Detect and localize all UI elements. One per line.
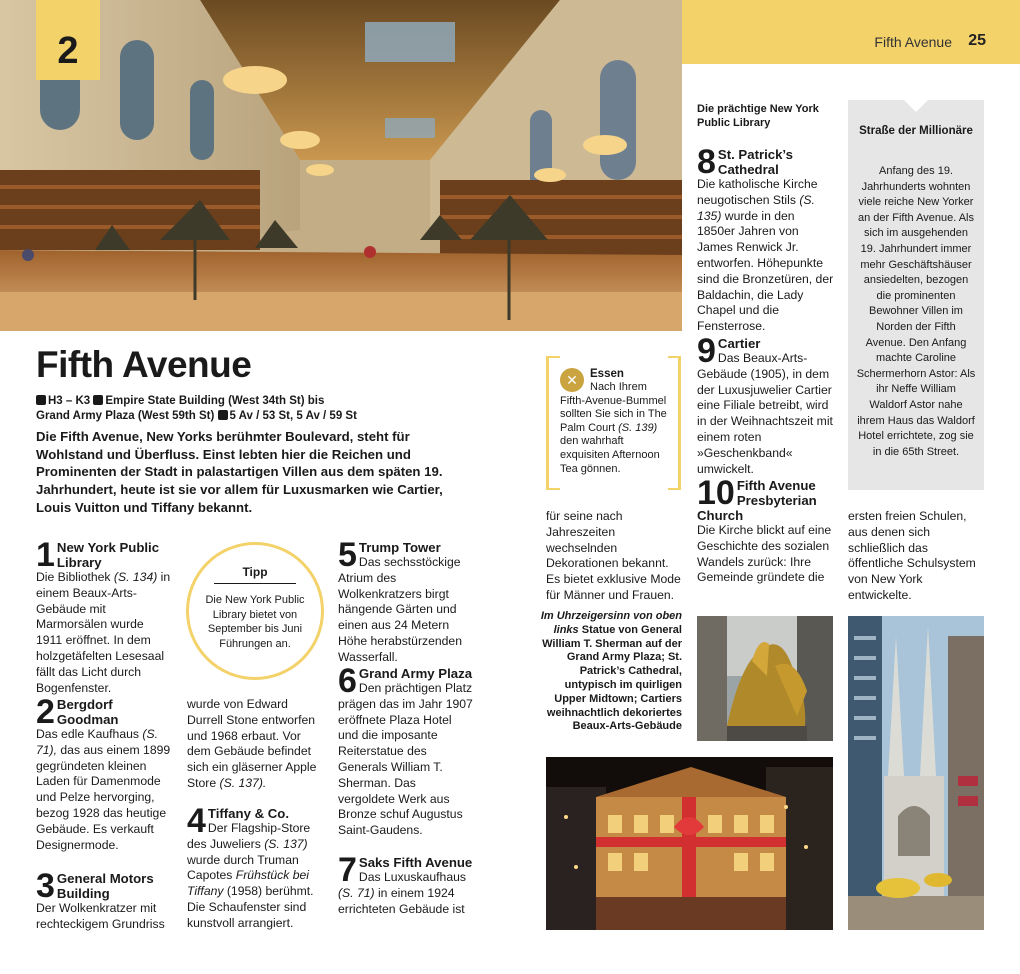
entry-heading: Fifth Avenue Presbyterian Church bbox=[697, 478, 817, 523]
fork-knife-icon: ✕ bbox=[560, 368, 584, 392]
entry-heading: Trump Tower bbox=[358, 540, 441, 555]
tipp-text: Die New York Public Library bietet von September bis Juni Führungen an. bbox=[205, 594, 305, 650]
entry-heading: New York Public Library bbox=[56, 540, 160, 570]
entry-number: 9 bbox=[697, 332, 716, 370]
entry-3 bbox=[36, 867, 171, 933]
entry-text: das aus einem 1899 gegründeten kleinen Laden für Damenmode und Pelze hervorging, bezog 1928 das heutige Gebäude. Es verkauft Designermode. bbox=[36, 742, 171, 852]
subway-icon bbox=[218, 410, 228, 420]
entry-text: wurde durch Truman Capotes bbox=[187, 852, 299, 883]
page-title: Fifth Avenue bbox=[36, 344, 252, 385]
entry-heading: St. Patrick’s Cathedral bbox=[717, 147, 793, 177]
photo-sherman-statue bbox=[697, 616, 833, 741]
entry-text: Die Bibliothek bbox=[36, 570, 111, 584]
essen-text bbox=[560, 381, 674, 476]
tipp-divider bbox=[214, 583, 296, 584]
page-ref: (S. 135) bbox=[697, 192, 815, 223]
info-line-location bbox=[36, 395, 324, 407]
chapter-tab bbox=[36, 0, 100, 80]
entry-text: für seine nach Jahreszeiten wechselnden Dekorationen bekannt. Es bietet exklusive Mode für Männer und Frauen. bbox=[546, 509, 681, 602]
address-to: Grand Army Plaza (West 59th St) bbox=[36, 410, 215, 422]
entry-number: 6 bbox=[338, 662, 357, 700]
entry-9 bbox=[697, 332, 835, 477]
photo-cartier-building bbox=[546, 757, 833, 930]
entry-number: 8 bbox=[697, 143, 716, 181]
entry-number: 5 bbox=[338, 536, 357, 574]
entry-text: in einem Beaux-Arts-Gebäude mit Marmorsälen wurde 1911 eröffnet. In dem holzgetäfelten Lesesaal fällt das Licht durch Bogenfenster. bbox=[36, 570, 171, 695]
entry-heading: Saks Fifth Avenue bbox=[358, 855, 473, 870]
page-number: 25 bbox=[968, 32, 986, 49]
essen-frame bbox=[668, 488, 680, 490]
photo-caption bbox=[540, 610, 682, 734]
subway-stations: 5 Av / 53 St, 5 Av / 59 St bbox=[229, 410, 357, 422]
essen-frame bbox=[678, 356, 681, 490]
entry-text: Die katholische Kirche neugotischen Stils bbox=[697, 177, 818, 207]
entry-number: 2 bbox=[36, 693, 55, 731]
entry-number: 4 bbox=[187, 802, 206, 840]
entry-text: Den prächtigen Platz prägen das im Jahr 1907 eröffnete Plaza Hotel und die imposante Reiterstatue des Generals William T. Sherman. Das vergoldete Werk aus Bronze schuf Augustus Saint-Gaudens. bbox=[338, 681, 473, 838]
intro-paragraph: Die Fifth Avenue, New Yorks berühmter Boulevard, steht für Wohlstand und Überfluss. Einst lebten hier die Reichen und Prominenten der Stadt in palastartigen Villen aus dem späten 19. Jahrhundert, heute ist sie vor allem für Luxusmarken wie Cartier, Louis Vuitton und Tiffany bekannt. bbox=[36, 429, 443, 515]
info-line-subway bbox=[36, 410, 357, 422]
entry-heading: Grand Army Plaza bbox=[358, 666, 473, 681]
entry-text: Das Beaux-Arts-Gebäude (1905), in dem der Luxusjuwelier Cartier eine Filiale betreibt, wird in der Weihnachtszeit mit einem roten »Geschenkband« umwickelt. bbox=[697, 351, 833, 476]
entry-text: Die Kirche blickt auf eine Geschichte des sozialen Wandels zurück: Ihre Gemeinde gründete die bbox=[697, 523, 832, 585]
caption-italic: Im Uhrzeigersinn von oben links bbox=[540, 610, 682, 636]
page-ref: (S. 134) bbox=[113, 570, 158, 584]
entry-6 bbox=[338, 662, 473, 839]
entry-number: 3 bbox=[36, 867, 55, 905]
essen-text-line: Nach Ihrem bbox=[590, 381, 647, 393]
entry-text: wurde in den 1850er Jahren von James Renwick Jr. entworfen. Höhepunkte sind die Bronzetüren, der Baldachin, die Lady Chapel und die Fensterrose. bbox=[697, 208, 834, 334]
sidebar-millionaere bbox=[848, 100, 984, 490]
entry-text: Der Wolkenkratzer mit rechteckigem Grundriss bbox=[36, 901, 165, 931]
essen-text-line: Fifth-Avenue-Bummel sollten Sie sich in The Palm Court bbox=[560, 394, 667, 434]
essen-frame bbox=[546, 356, 560, 358]
entry-number: 10 bbox=[697, 474, 735, 512]
tipp-label: Tipp bbox=[242, 565, 268, 579]
entry-heading: Cartier bbox=[717, 336, 761, 351]
hero-photo-library-reading-room bbox=[0, 0, 682, 331]
sidebar-title: Straße der Millionäre bbox=[859, 125, 973, 137]
caption-text: Statue von General William T. Sherman auf der Grand Army Plaza; St. Patrick’s Cathedral, untypisch im quirligen Upper Midtown; Cartiers weihnachtlich dekoriertes Beaux-Arts-Gebäude bbox=[542, 623, 682, 733]
entry-3-continuation bbox=[187, 697, 327, 792]
essen-label: Essen bbox=[590, 368, 624, 380]
page-ref: (S. 71) bbox=[338, 885, 375, 900]
entry-10-continuation bbox=[848, 509, 986, 604]
tipp-box bbox=[186, 542, 324, 680]
essen-frame bbox=[668, 356, 680, 358]
entry-10 bbox=[697, 474, 837, 586]
hero-caption: Die prächtige New York Public Library bbox=[697, 103, 819, 129]
sidebar-notch bbox=[904, 100, 928, 112]
page-ref: (S. 71), bbox=[36, 727, 158, 757]
home-icon bbox=[93, 395, 103, 405]
entry-heading: Tiffany & Co. bbox=[207, 806, 290, 821]
entry-5 bbox=[338, 536, 473, 666]
running-title: Fifth Avenue bbox=[874, 34, 952, 50]
entry-7 bbox=[338, 851, 473, 917]
entry-text: Das Luxuskaufhaus bbox=[358, 870, 466, 884]
book-title: Frühstück bei Tiffany bbox=[187, 868, 309, 899]
map-pin-icon bbox=[36, 395, 46, 405]
entry-number: 1 bbox=[36, 536, 55, 574]
entry-text: Das edle Kaufhaus bbox=[36, 727, 139, 741]
entry-number: 7 bbox=[338, 851, 357, 889]
essen-text-line: den wahrhaft exquisiten Afternoon Tea gönnen. bbox=[560, 435, 660, 475]
photo-st-patricks-cathedral bbox=[848, 616, 984, 930]
entry-text: Der Flagship-Store des Juweliers bbox=[187, 821, 311, 851]
entry-7-continuation bbox=[546, 509, 684, 604]
entry-1 bbox=[36, 536, 171, 696]
page-ref: (S. 137) bbox=[264, 836, 308, 851]
map-grid-ref: H3 – K3 bbox=[48, 395, 91, 407]
entry-text: ersten freien Schulen, aus denen sich schließlich das öffentliche Schulsystem von New York entwickelte. bbox=[848, 509, 976, 602]
entry-text: in einem 1924 errichteten Gebäude ist bbox=[338, 885, 465, 916]
entry-heading: Bergdorf Goodman bbox=[56, 697, 119, 727]
chapter-number: 2 bbox=[57, 30, 79, 72]
entry-text: wurde von Edward Durrell Stone entworfen und 1968 erbaut. Vor dem Gebäude befindet sich ein gläserner Apple Store bbox=[187, 697, 317, 790]
entry-text: (1958) berühmt. Die Schaufenster sind kunstvoll arrangiert. bbox=[187, 884, 314, 930]
entry-2 bbox=[36, 693, 171, 853]
entry-4 bbox=[187, 802, 327, 932]
address-from: Empire State Building (West 34th St) bis bbox=[105, 395, 325, 407]
entry-heading: General Motors Building bbox=[56, 871, 154, 901]
entry-text: Das sechsstöckige Atrium des Wolkenkratzers birgt hängende Gärten und einen aus 24 Metern Höhe herabstürzenden Wasserfall. bbox=[338, 555, 462, 664]
page-ref: (S. 137). bbox=[219, 775, 267, 790]
entry-8 bbox=[697, 143, 835, 335]
sidebar-text: Anfang des 19. Jahrhunderts wohnten viele reiche New Yorker an der Fifth Avenue. Als sich im ausgehenden 19. Jahrhundert immer mehr Geschäftshäuser ansiedelten, bezogen die prominenten Bewohner Villen im Norden der Fifth Avenue. Den Anfang machte Caroline Schermerhorn Astor: Als ihr Neffe William Waldorf Astor nahe ihrem Haus das Waldorf Hotel errichtete, zog sie in die 65th Street. bbox=[856, 165, 976, 458]
page-ref: (S. 139) bbox=[618, 421, 658, 434]
essen-frame bbox=[546, 488, 560, 490]
